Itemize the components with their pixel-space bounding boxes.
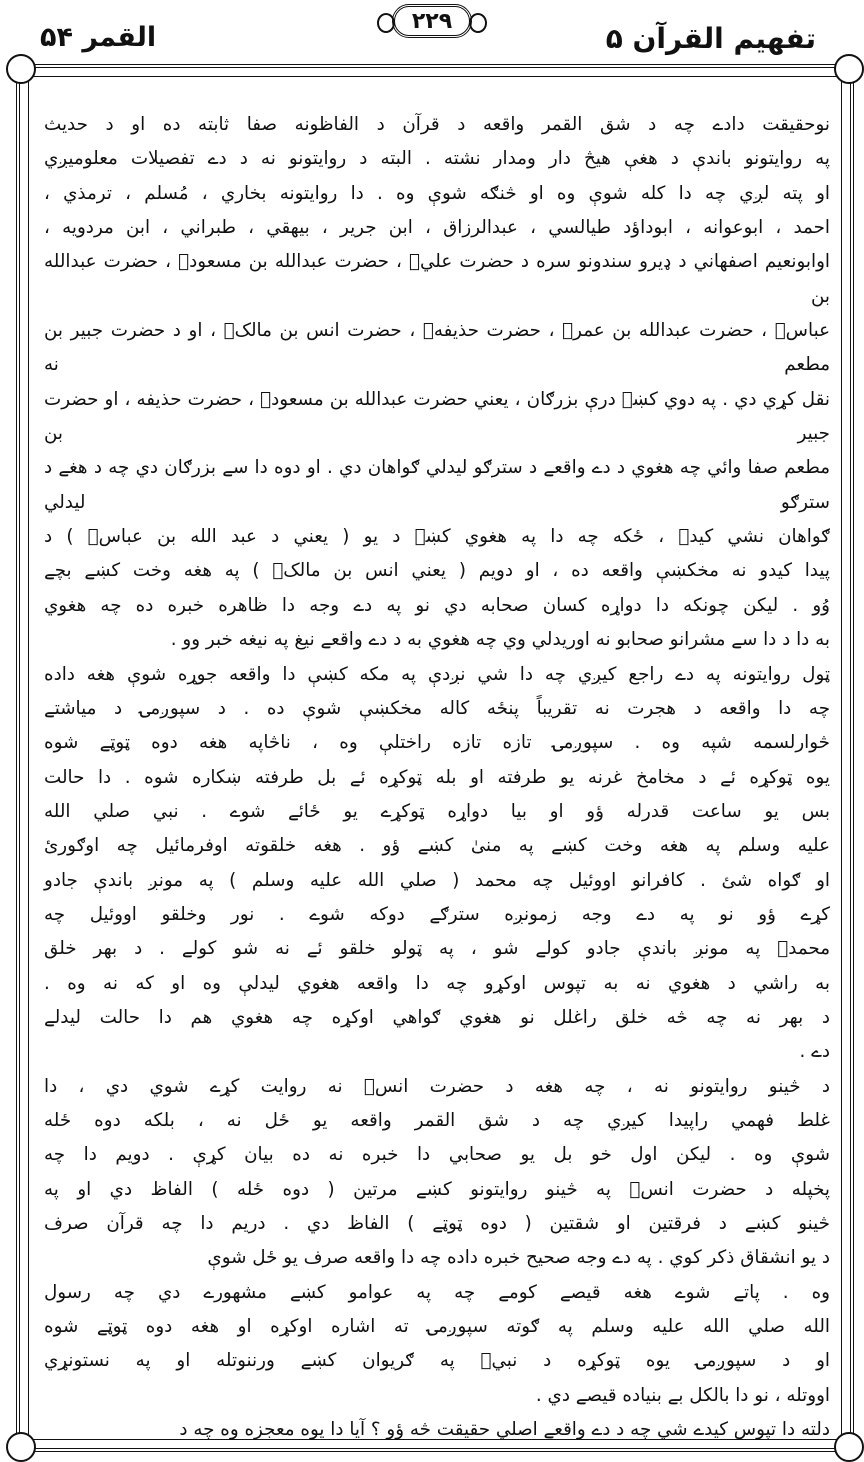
text-line: په روايتونو باندې د هغې هيڅ دار ومدار نشته . البته د روايتونو نه د دے تفصيلات معلوميږي	[44, 148, 830, 170]
text-line: پخپله د حضرت انسؓ په څينو روايتونو کښے مرتين ( دوه ځله ) الفاظ دي او په	[44, 1178, 830, 1200]
text-line: پيدا کيدو نه مخکښې واقعه ده ، او دويم ( يعني انس بن مالکؓ ) په هغه وخت کښے بچے	[44, 560, 830, 582]
page-header	[0, 0, 864, 62]
text-line: څوارلسمه شپه وه . سپوږمۍ تازه تازه راختلې وه ، ناڅاپه هغه دوه ټوټے شوه	[44, 732, 830, 754]
text-line: عليه وسلم په هغه وخت کښے په منیٰ کښے ؤو . هغه خلقوته اوفرمائيل چه اوګورئ	[44, 835, 830, 857]
text-line: مطعم صفا وائي چه هغوي د دے واقعے د سترګو ليدلي ګواهان دي . او دوه دا سے بزرګان دي چه د هغے د سترګو ليدلي	[44, 457, 830, 513]
text-line: يوه ټوکړه ئے د مخامخ غرنه يو طرفته او بله ټوکړه ئے بل طرفته ښکاره شوه . دا حالت	[44, 766, 830, 788]
corner-ornament-icon	[6, 54, 36, 84]
body-text	[44, 108, 830, 1447]
text-line: غلط فهمي راپيدا کيږي چه د شق القمر واقعه يو ځل نه ، بلکه دوه ځله	[44, 1109, 830, 1131]
book-title: تفهيم القرآن ۵	[605, 22, 816, 55]
text-line: وه . پاتے شوے هغه قيصے کومے چه په عوامو کښے مشهورے دي چه رسول	[44, 1281, 830, 1303]
text-line: اووتله ، نو دا بالکل بے بنياده قيصے دي .	[535, 1384, 830, 1406]
text-line: الله صلي الله عليه وسلم په ګوته سپوږمۍ ته اشاره اوکړه او هغه دوه ټوټے شوه	[44, 1316, 830, 1338]
text-line: چه دا واقعه د هجرت نه تقريباً پنځه کاله مخکښې شوې ده . د سپوږمۍ د مياشتے	[44, 697, 830, 719]
text-line: کړے ؤو نو په دے وجه زمونږه سترګے دوکه شوے . نور وخلقو اووئيل چه	[44, 903, 830, 925]
text-line: ټول روايتونه په دے راجع کيږي چه دا شي نږدې په مکه کښې دا واقعه جوړه شوې هغه داده	[44, 663, 830, 685]
text-line: بس يو ساعت قدرله ؤو او بيا دواړه ټوکړے يو ځائے شوے . نبي صلي الله	[44, 800, 830, 822]
surah-title: القمر ۵۴	[40, 22, 157, 53]
corner-ornament-icon	[6, 1432, 36, 1462]
text-line: وُو . ليکن چونکه دا دواړه کسان صحابه دي نو په دے وجه دا ظاهره خبره ده چه هغوي	[44, 594, 830, 616]
text-line: اوابونعيم اصفهاني د ډيرو سندونو سره د حضرت عليؓ ، حضرت عبدالله بن مسعودؓ ، حضرت عبدالله بن	[44, 251, 830, 307]
text-line: څينو کښے د فرقتين او شقتين ( دوه ټوټے ) الفاظ دي . دريم دا چه قرآن صرف	[44, 1213, 830, 1234]
corner-ornament-icon	[834, 54, 864, 84]
text-line: به دا د دا سے مشرانو صحابو نه اوريدلي وي چه هغوي به د دے واقعے نيغ په نيغه خبر وو .	[170, 629, 830, 651]
text-line: او د سپوږمۍ يوه ټوکړه د نبيؐ په ګريوان کښے ورننوتله او په نستونړي	[44, 1350, 830, 1372]
text-line: دے .	[799, 1041, 830, 1063]
text-line: د څينو روايتونو نه ، چه هغه د حضرت انسؓ نه روايت کړے شوي دي ، دا	[44, 1075, 830, 1097]
text-line: محمدؐ په مونږ باندې جادو کولے شو ، په ټولو خلقو ئے نه شو کولے . د بهر خلق	[44, 938, 830, 960]
text-line: ګواهان نشي کيدے ، ځکه چه دا په هغوي کښے د يو ( يعني د عبد الله بن عباسؓ ) د	[44, 526, 830, 548]
text-line: دلته دا تپوس کيدے شي چه د دے واقعے اصلي حقيقت څه ؤو ؟ آيا دا يوه معجزه وه چه د	[179, 1419, 830, 1441]
text-line: شوې وه . ليکن اول خو بل يو صحابي دا خبره نه ده بيان کړې . دويم دا چه	[44, 1144, 830, 1166]
text-line: عباسؓ ، حضرت عبدالله بن عمرؓ ، حضرت حذيفهؓ ، حضرت انس بن مالکؓ ، او د حضرت جبير بن مطعم نه	[44, 320, 830, 376]
text-line: د بهر نه چه څه خلق راغلل نو هغوي ګواهي اوکړه چه هغوي هم دا حالت ليدلے	[44, 1006, 830, 1028]
text-line: احمد ، ابوعوانه ، ابوداؤد طيالسي ، عبدالرزاق ، ابن جرير ، بيهقي ، طبراني ، ابن مردويه ،	[44, 217, 830, 239]
corner-ornament-icon	[834, 1432, 864, 1462]
text-line: د يو انشقاق ذکر کوي . په دے وجه صحيح خبره داده چه دا واقعه صرف يو ځل شوې	[207, 1247, 830, 1269]
text-line: او پته لږي چه دا کله شوې وه او څنګه شوې وه . دا روايتونه بخاري ، مُسلم ، ترمذي ،	[44, 182, 830, 204]
text-line: نقل کړي دي . په دوي کښے درې بزرګان ، يعني حضرت عبدالله بن مسعودؓ ، حضرت حذيفه ، او حضرت جبير بن	[44, 388, 830, 445]
page-number: ۲۲۹	[392, 4, 472, 38]
text-line: نوحقيقت دادے چه د شق القمر واقعه د قرآن د الفاظونه صفا ثابته ده او د حديث	[44, 114, 830, 135]
text-line: به راشي د هغوي نه به تپوس اوکړو چه دا واقعه هغوي ليدلې وه او که نه وه .	[44, 972, 830, 994]
text-line: او ګواه شئ . کافرانو اووئيل چه محمد ( صلي الله عليه وسلم ) په مونږ باندې جادو	[44, 869, 830, 891]
